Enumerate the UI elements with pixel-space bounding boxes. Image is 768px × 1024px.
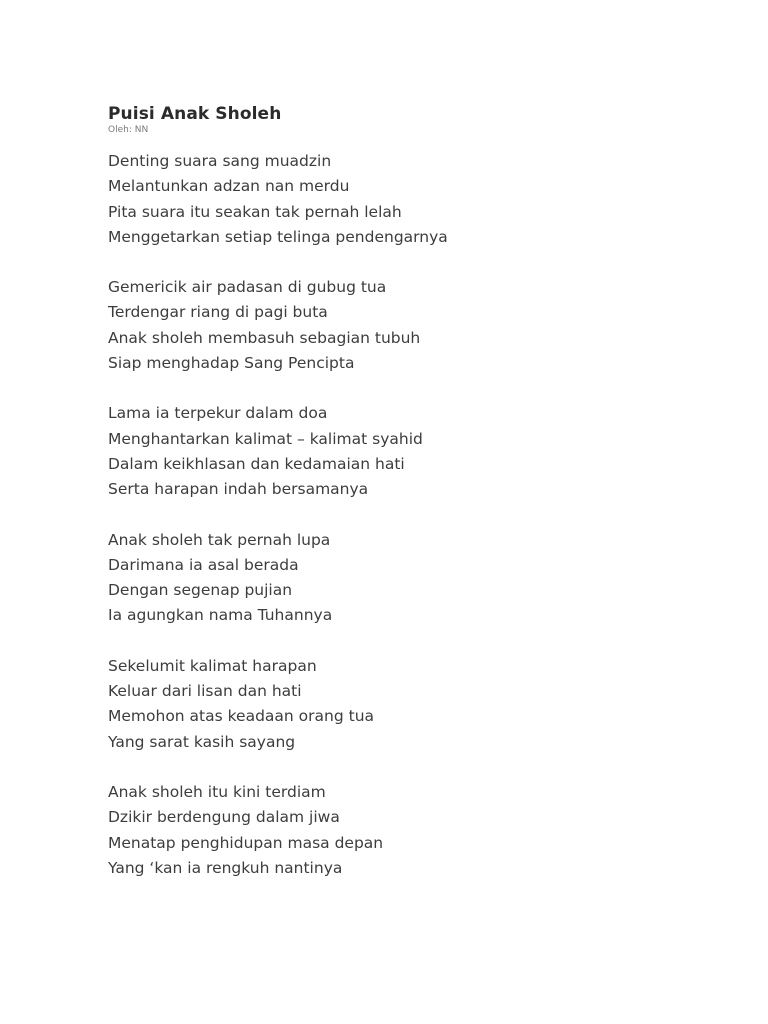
- poem-line: Terdengar riang di pagi buta: [108, 303, 328, 322]
- stanza-2: [108, 275, 728, 376]
- poem-line: Denting suara sang muadzin: [108, 152, 332, 170]
- poem-line: Sekelumit kalimat harapan: [108, 656, 317, 675]
- poem-line: Melantunkan adzan nan merdu: [108, 177, 350, 196]
- poem-line: Dalam keikhlasan dan kedamaian hati: [108, 454, 405, 473]
- poem-line: Serta harapan indah bersamanya: [108, 480, 369, 499]
- poem-line: Menggetarkan setiap telinga pendengarnya: [108, 227, 448, 246]
- poem-line: Menghantarkan kalimat – kalimat syahid: [108, 429, 423, 448]
- poem-line: Siap menghadap Sang Pencipta: [108, 354, 355, 373]
- poem-line: Ia agungkan nama Tuhannya: [108, 606, 333, 625]
- document-page: [108, 103, 728, 906]
- stanza-5: [108, 654, 728, 755]
- poem-line: Anak sholeh itu kini terdiam: [108, 782, 326, 801]
- stanza-4: [108, 528, 728, 629]
- poem-line: Gemericik air padasan di gubug tua: [108, 278, 387, 297]
- poem-line: Pita suara itu seakan tak pernah lelah: [108, 202, 402, 221]
- stanza-3: [108, 401, 728, 502]
- stanza-1: [108, 149, 728, 250]
- poem-line: Yang ‘kan ia rengkuh nantinya: [108, 858, 343, 877]
- poem-line: Anak sholeh tak pernah lupa: [108, 530, 331, 549]
- poem-line: Memohon atas keadaan orang tua: [108, 707, 375, 726]
- stanza-6: [108, 780, 728, 881]
- poem-author: Oleh: NN: [108, 125, 149, 135]
- poem-line: Keluar dari lisan dan hati: [108, 682, 302, 701]
- poem-line: Darimana ia asal berada: [108, 555, 299, 574]
- poem-line: Yang sarat kasih sayang: [108, 732, 296, 751]
- poem-line: Dengan segenap pujian: [108, 581, 293, 600]
- poem-line: Dzikir berdengung dalam jiwa: [108, 808, 340, 827]
- poem-line: Menatap penghidupan masa depan: [108, 833, 384, 852]
- poem-line: Anak sholeh membasuh sebagian tubuh: [108, 328, 421, 347]
- poem-title: Puisi Anak Sholeh: [108, 104, 282, 124]
- poem-line: Lama ia terpekur dalam doa: [108, 404, 328, 423]
